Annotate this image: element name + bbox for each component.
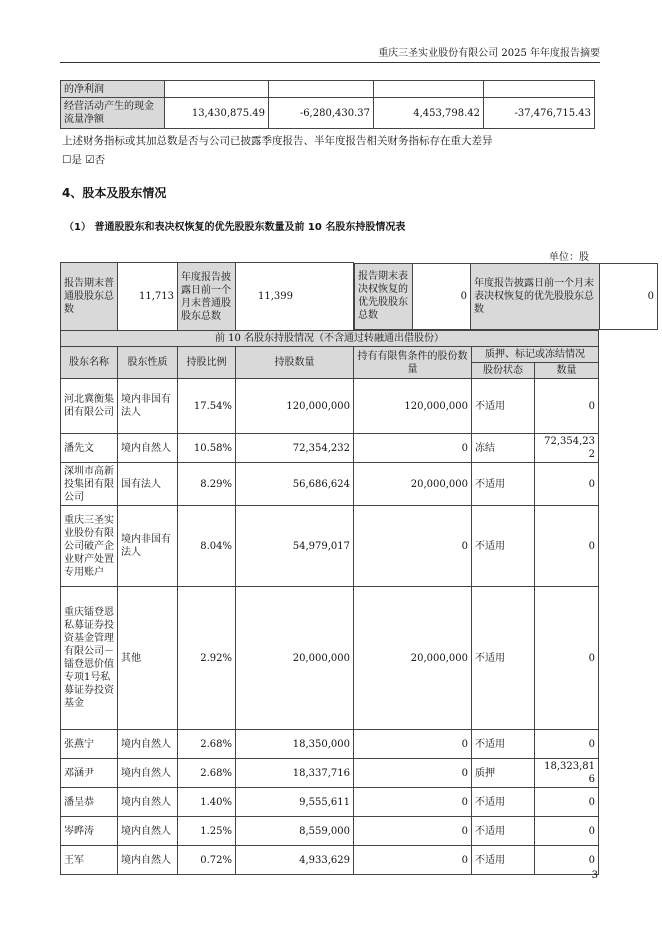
cell-nature: 境内非国有法人 bbox=[118, 379, 178, 434]
summary-value: 0 bbox=[413, 263, 471, 329]
cell bbox=[165, 81, 269, 98]
table-row bbox=[61, 98, 595, 129]
cell-shares: 18,350,000 bbox=[236, 730, 354, 759]
shareholder-table bbox=[60, 262, 654, 875]
cell-qty: 0 bbox=[535, 463, 599, 506]
cell-nature: 其他 bbox=[118, 587, 178, 730]
summary-value: 11,713 bbox=[118, 263, 178, 331]
cell-qty: 0 bbox=[535, 730, 599, 759]
cell-name: 邓涵尹 bbox=[61, 759, 118, 788]
cell-restricted: 0 bbox=[354, 788, 472, 817]
cell-nature: 境内自然人 bbox=[118, 434, 178, 463]
summary-row bbox=[61, 263, 599, 331]
summary-subtable bbox=[354, 263, 658, 330]
cell-restricted: 20,000,000 bbox=[354, 463, 472, 506]
cell-restricted: 0 bbox=[354, 730, 472, 759]
cell-ratio: 2.92% bbox=[178, 587, 236, 730]
col-header-nature: 股东性质 bbox=[118, 347, 178, 379]
cell: 13,430,875.49 bbox=[165, 98, 269, 129]
cell-status: 冻结 bbox=[472, 434, 535, 463]
disclosure-options: ☐是 ☑否 bbox=[62, 154, 106, 166]
cell-shares: 9,555,611 bbox=[236, 788, 354, 817]
cell-name: 潘呈恭 bbox=[61, 788, 118, 817]
summary-label: 报告期末普通股股东总数 bbox=[61, 263, 118, 331]
cell bbox=[484, 81, 595, 98]
cell-shares: 72,354,232 bbox=[236, 434, 354, 463]
cell-status: 质押 bbox=[472, 759, 535, 788]
col-header-shares: 持股数量 bbox=[236, 347, 354, 379]
cell-ratio: 1.25% bbox=[178, 817, 236, 846]
cell-nature: 境内自然人 bbox=[118, 730, 178, 759]
cell-status: 不适用 bbox=[472, 463, 535, 506]
cell-status: 不适用 bbox=[472, 846, 535, 875]
table-row bbox=[61, 587, 599, 730]
row-label: 经营活动产生的现金流量净额 bbox=[61, 98, 165, 129]
top10-title: 前 10 名股东持股情况（不含通过转融通出借股份） bbox=[61, 331, 599, 347]
cell-qty: 0 bbox=[535, 817, 599, 846]
cell-ratio: 8.29% bbox=[178, 463, 236, 506]
cell-name: 重庆镭登恩私募证券投资基金管理有限公司－镭登恩价值专项1号私募证券投资基金 bbox=[61, 587, 118, 730]
table-row bbox=[61, 730, 599, 759]
cell-nature: 境内自然人 bbox=[118, 788, 178, 817]
cell-ratio: 2.68% bbox=[178, 759, 236, 788]
cell-name: 潘先文 bbox=[61, 434, 118, 463]
cell-nature: 境内非国有法人 bbox=[118, 506, 178, 587]
cell-status: 不适用 bbox=[472, 587, 535, 730]
cell-nature: 境内自然人 bbox=[118, 846, 178, 875]
col-header-pledge-qty: 数量 bbox=[535, 363, 599, 379]
col-header-ratio: 持股比例 bbox=[178, 347, 236, 379]
cell-qty: 0 bbox=[535, 379, 599, 434]
disclosure-note: 上述财务指标或其加总数是否与公司已披露季度报告、半年度报告相关财务指标存在重大差异 bbox=[62, 135, 493, 147]
table-row bbox=[61, 434, 599, 463]
cell-restricted: 20,000,000 bbox=[354, 587, 472, 730]
cell-status: 不适用 bbox=[472, 788, 535, 817]
cell bbox=[374, 81, 484, 98]
cell-status: 不适用 bbox=[472, 506, 535, 587]
cell-shares: 20,000,000 bbox=[236, 587, 354, 730]
cell-restricted: 0 bbox=[354, 817, 472, 846]
cell-status: 不适用 bbox=[472, 379, 535, 434]
col-header-pledge-status: 股份状态 bbox=[472, 363, 535, 379]
cell-qty: 0 bbox=[535, 587, 599, 730]
cell-name: 岑晔涛 bbox=[61, 817, 118, 846]
cell-shares: 54,979,017 bbox=[236, 506, 354, 587]
table-row bbox=[61, 81, 595, 98]
cell-name: 王军 bbox=[61, 846, 118, 875]
header-row bbox=[61, 347, 599, 363]
financial-table bbox=[60, 80, 595, 129]
cell-shares: 4,933,629 bbox=[236, 846, 354, 875]
cell-shares: 120,000,000 bbox=[236, 379, 354, 434]
unit-label: 单位：股 bbox=[549, 252, 589, 263]
cell-name: 河北冀衡集团有限公司 bbox=[61, 379, 118, 434]
page-header: 重庆三圣实业股份有限公司 2025 年年度报告摘要 bbox=[60, 44, 600, 63]
cell-name: 张燕宁 bbox=[61, 730, 118, 759]
cell-qty: 18,323,816 bbox=[535, 759, 599, 788]
section-subtitle: （1） 普通股股东和表决权恢复的优先股股东数量及前 10 名股东持股情况表 bbox=[64, 222, 406, 233]
cell-restricted: 0 bbox=[354, 759, 472, 788]
cell-qty: 0 bbox=[535, 506, 599, 587]
cell-status: 不适用 bbox=[472, 817, 535, 846]
cell-ratio: 10.58% bbox=[178, 434, 236, 463]
cell-qty: 0 bbox=[535, 788, 599, 817]
cell-shares: 18,337,716 bbox=[236, 759, 354, 788]
cell-restricted: 0 bbox=[354, 846, 472, 875]
table-row bbox=[61, 506, 599, 587]
cell: -6,280,430.37 bbox=[269, 98, 374, 129]
summary-value: 11,399 bbox=[236, 263, 354, 331]
summary-label: 年度报告披露日前一个月末普通股股东总数 bbox=[178, 263, 236, 331]
col-header-name: 股东名称 bbox=[61, 347, 118, 379]
cell-ratio: 8.04% bbox=[178, 506, 236, 587]
summary-label: 年度报告披露日前一个月末表决权恢复的优先股股东总数 bbox=[471, 263, 600, 329]
table-row bbox=[61, 817, 599, 846]
cell-nature: 境内自然人 bbox=[118, 759, 178, 788]
cell-shares: 56,686,624 bbox=[236, 463, 354, 506]
cell-restricted: 0 bbox=[354, 506, 472, 587]
cell-restricted: 0 bbox=[354, 434, 472, 463]
cell-ratio: 0.72% bbox=[178, 846, 236, 875]
cell-restricted: 120,000,000 bbox=[354, 379, 472, 434]
cell-ratio: 17.54% bbox=[178, 379, 236, 434]
cell-shares: 8,559,000 bbox=[236, 817, 354, 846]
cell-name: 重庆三圣实业股份有限公司破产企业财产处置专用账户 bbox=[61, 506, 118, 587]
cell-nature: 境内自然人 bbox=[118, 817, 178, 846]
cell-status: 不适用 bbox=[472, 730, 535, 759]
col-header-restricted: 持有有限售条件的股份数量 bbox=[354, 347, 472, 379]
cell: -37,476,715.43 bbox=[484, 98, 595, 129]
cell-qty: 0 bbox=[535, 846, 599, 875]
row-label: 的净利润 bbox=[61, 81, 165, 98]
cell bbox=[269, 81, 374, 98]
summary-right bbox=[354, 263, 654, 331]
cell-nature: 国有法人 bbox=[118, 463, 178, 506]
table-row bbox=[61, 379, 599, 434]
table-row bbox=[61, 846, 599, 875]
cell-qty: 72,354,232 bbox=[535, 434, 599, 463]
table-row bbox=[61, 759, 599, 788]
cell-ratio: 1.40% bbox=[178, 788, 236, 817]
summary-label: 报告期末表决权恢复的优先股股东总数 bbox=[355, 263, 413, 329]
summary-value: 0 bbox=[600, 263, 658, 329]
cell-name: 深圳市高新投集团有限公司 bbox=[61, 463, 118, 506]
table-row bbox=[61, 788, 599, 817]
page-number: 3 bbox=[591, 870, 598, 881]
table-row bbox=[61, 463, 599, 506]
col-header-pledge: 质押、标记或冻结情况 bbox=[472, 347, 599, 363]
cell-ratio: 2.68% bbox=[178, 730, 236, 759]
section-title: 4、股本及股东情况 bbox=[62, 186, 167, 200]
cell: 4,453,798.42 bbox=[374, 98, 484, 129]
